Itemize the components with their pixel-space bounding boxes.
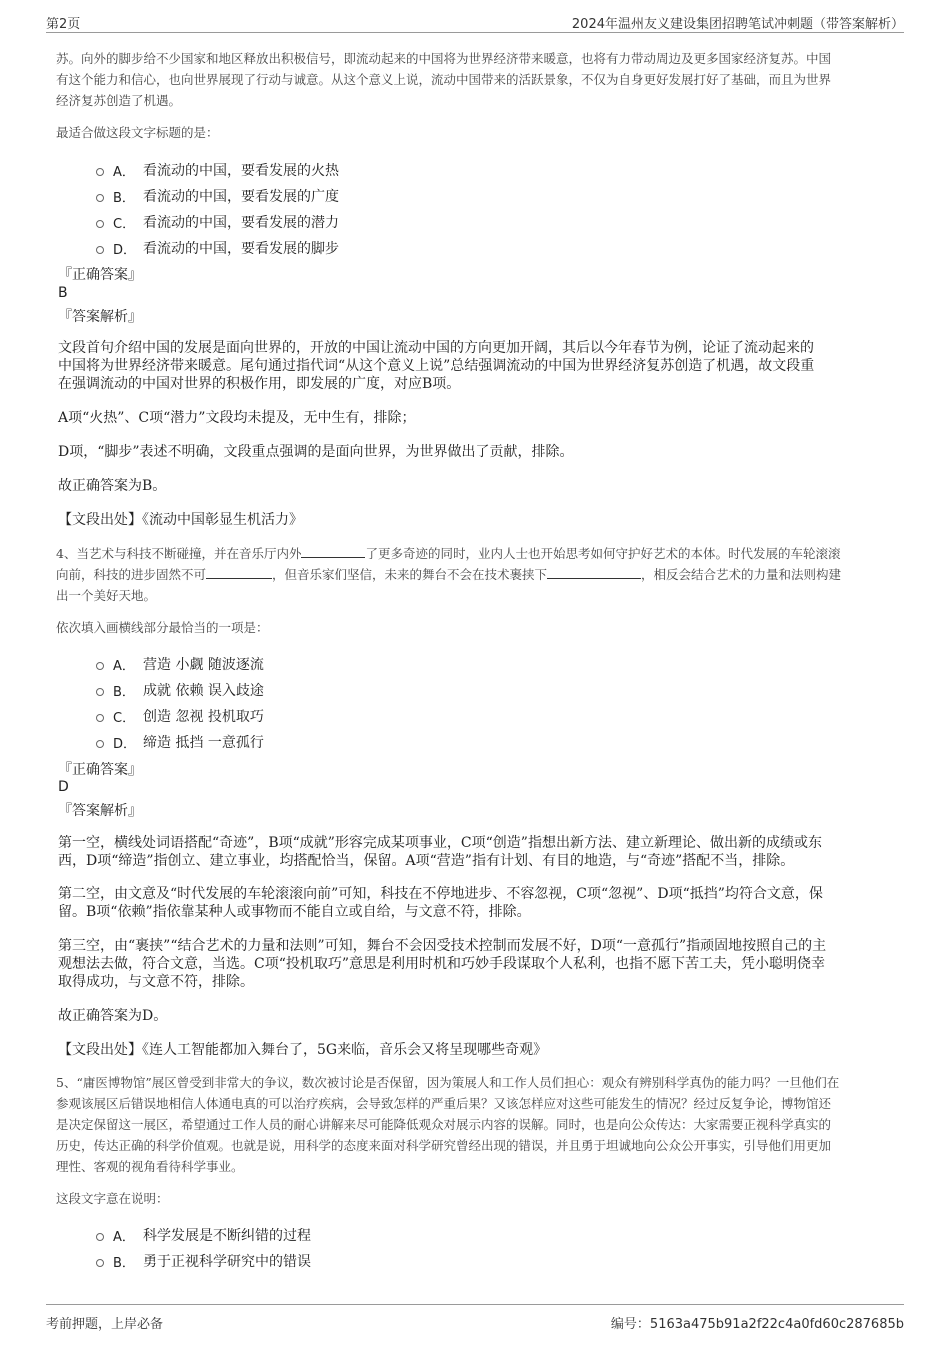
- radio-icon[interactable]: [96, 1233, 104, 1241]
- passage-text: 向前，科技的进步固然不可: [56, 567, 207, 582]
- option-text: 勇于正视科学研究中的错误: [143, 1254, 311, 1270]
- analysis-line: 故正确答案为D。: [58, 1008, 168, 1024]
- analysis-line: 故正确答案为B。: [58, 478, 167, 494]
- option-letter: B．: [113, 190, 135, 206]
- passage-line: 理性、客观的视角看待科学事业。: [56, 1159, 244, 1174]
- q3-option-a[interactable]: [96, 160, 339, 180]
- analysis-line: 中国将为世界经济带来暖意。尾句通过指代词“从这个意义上说”总结强调流动的中国为世界经济复苏创造了机遇，故文段重: [58, 358, 815, 374]
- passage-line: 历史，传达正确的科学价值观。也就是说，用科学的态度来面对科学研究曾经出现的错误，并且勇于坦诚地向公众公开事实，引导他们用更加: [56, 1138, 832, 1153]
- blank-line: [547, 566, 641, 579]
- q4-option-b[interactable]: [96, 680, 264, 700]
- analysis-line: 西，D项“缔造”指创立、建立事业，均搭配恰当，保留。A项“营造”指有计划、有目的地造，与“奇迹”搭配不当，排除。: [58, 853, 795, 869]
- blank-line: [206, 566, 272, 579]
- passage-text: ，但音乐家们坚信，未来的舞台不会在技术裹挟下: [272, 567, 548, 582]
- q5-option-a[interactable]: [96, 1225, 311, 1245]
- q3-option-d[interactable]: [96, 238, 339, 258]
- q4-analysis-paragraph: [58, 885, 893, 921]
- q3-analysis-label: 『答案解析』: [58, 309, 142, 325]
- q4-analysis-paragraph: [58, 937, 893, 991]
- radio-icon[interactable]: [96, 246, 104, 254]
- q3-option-b[interactable]: [96, 186, 339, 206]
- q3-option-c[interactable]: [96, 212, 339, 232]
- page-footer: [46, 1304, 904, 1332]
- analysis-line: D项，“脚步”表述不明确，文段重点强调的是面向世界，为世界做出了贡献，排除。: [58, 444, 574, 460]
- radio-icon[interactable]: [96, 194, 104, 202]
- passage-line: 5、“庸医博物馆”展区曾受到非常大的争议，数次被讨论是否保留，因为策展人和工作人员们担心：观众有辨别科学真伪的能力吗？一旦他们在: [56, 1075, 840, 1090]
- passage-line: 出一个美好天地。: [56, 588, 157, 603]
- q3-analysis-paragraph: [58, 339, 893, 393]
- q5-passage: [56, 1072, 896, 1177]
- option-text: 看流动的中国，要看发展的脚步: [143, 241, 339, 257]
- option-letter: A．: [113, 164, 135, 180]
- option-letter: A．: [113, 1229, 135, 1245]
- document-title: 2024年温州友义建设集团招聘笔试冲刺题（带答案解析）: [571, 17, 904, 32]
- q5-option-b[interactable]: [96, 1251, 311, 1271]
- passage-line: 有这个能力和信心，也向世界展现了行动与诚意。从这个意义上说，流动中国带来的活跃景象，不仅为自身更好发展打好了基础，而且为世界: [56, 72, 832, 87]
- q3-answer-label: 『正确答案』: [58, 267, 142, 283]
- q4-source: 【文段出处】《连人工智能都加入舞台了，5G来临，音乐会又将呈现哪些奇观》: [58, 1042, 548, 1058]
- document-id: 编号：5163a475b91a2f22c4a0fd60c287685b: [610, 1317, 904, 1332]
- option-text: 创造 忽视 投机取巧: [143, 709, 264, 725]
- q4-analysis-paragraph: [58, 1007, 893, 1025]
- option-letter: B．: [113, 684, 135, 700]
- page-header: [46, 10, 904, 33]
- q4-option-d[interactable]: [96, 732, 264, 752]
- passage-line: 经济复苏创造了机遇。: [56, 93, 182, 108]
- q3-analysis-paragraph: [58, 443, 893, 461]
- q4-answer-label: 『正确答案』: [58, 762, 142, 778]
- passage-line: [56, 543, 896, 564]
- analysis-line: 观想法去做，符合文意，当选。C项“投机取巧”意思是利用时机和巧妙手段谋取个人私利，也指不愿下苦工夫，凭小聪明侥幸: [58, 956, 826, 972]
- option-text: 营造 小觑 随波逐流: [143, 657, 264, 673]
- option-text: 缔造 抵挡 一意孤行: [143, 735, 264, 751]
- q3-source: 【文段出处】《流动中国彰显生机活力》: [58, 512, 303, 528]
- option-text: 看流动的中国，要看发展的广度: [143, 189, 339, 205]
- q3-passage: [56, 48, 896, 111]
- radio-icon[interactable]: [96, 714, 104, 722]
- q4-analysis-label: 『答案解析』: [58, 803, 142, 819]
- option-letter: C．: [113, 216, 136, 232]
- passage-text: 4、当艺术与科技不断碰撞，并在音乐厅内外: [56, 546, 302, 561]
- analysis-line: 留。B项“依赖”指依靠某种人或事物而不能自立或自给，与文意不符，排除。: [58, 904, 531, 920]
- analysis-line: 取得成功，与文意不符，排除。: [58, 974, 254, 990]
- passage-line: 参观该展区后错误地相信人体通电真的可以治疗疾病，会导致怎样的严重后果？又该怎样应对这些可能发生的情况？经过反复争论，博物馆还: [56, 1096, 832, 1111]
- radio-icon[interactable]: [96, 168, 104, 176]
- footer-slogan: 考前押题，上岸必备: [46, 1317, 164, 1332]
- option-text: 看流动的中国，要看发展的火热: [143, 163, 339, 179]
- q4-option-c[interactable]: [96, 706, 264, 726]
- q3-answer: B: [58, 285, 68, 301]
- q3-analysis-paragraph: [58, 409, 893, 427]
- analysis-line: 第二空，由文意及“时代发展的车轮滚滚向前”可知，科技在不停地进步、不容忽视，C项“忽视”、D项“抵挡”均符合文意，保: [58, 886, 823, 902]
- analysis-line: A项“火热”、C项“潜力”文段均未提及，无中生有，排除；: [58, 410, 416, 426]
- option-letter: D．: [113, 242, 137, 258]
- option-letter: C．: [113, 710, 136, 726]
- passage-text: ，相反会结合艺术的力量和法则构建: [641, 567, 842, 582]
- option-letter: D．: [113, 736, 137, 752]
- passage-line: [56, 564, 896, 585]
- q4-analysis-paragraph: [58, 834, 893, 870]
- radio-icon[interactable]: [96, 1259, 104, 1267]
- radio-icon[interactable]: [96, 662, 104, 670]
- q3-analysis-paragraph: [58, 477, 893, 495]
- radio-icon[interactable]: [96, 740, 104, 748]
- q4-option-a[interactable]: [96, 654, 264, 674]
- option-letter: B．: [113, 1255, 135, 1271]
- passage-line: 是决定保留这一展区，希望通过工作人员的耐心讲解来尽可能降低观众对展示内容的误解。同时，也是向公众传达：大家需要正视科学真实的: [56, 1117, 832, 1132]
- analysis-line: 在强调流动的中国对世界的积极作用，即发展的广度，对应B项。: [58, 376, 461, 392]
- option-text: 成就 依赖 误入歧途: [143, 683, 264, 699]
- q4-answer: D: [58, 779, 69, 795]
- radio-icon[interactable]: [96, 220, 104, 228]
- page-number: 第2页: [46, 17, 81, 32]
- q4-passage: [56, 543, 896, 606]
- analysis-line: 文段首句介绍中国的发展是面向世界的，开放的中国让流动中国的方向更加开阔，其后以今年春节为例，论证了流动起来的: [58, 340, 814, 356]
- passage-text: 了更多奇迹的同时，业内人士也开始思考如何守护好艺术的本体。时代发展的车轮滚滚: [365, 546, 841, 561]
- option-letter: A．: [113, 658, 135, 674]
- q5-prompt: 这段文字意在说明：: [56, 1191, 169, 1206]
- option-text: 看流动的中国，要看发展的潜力: [143, 215, 339, 231]
- option-text: 科学发展是不断纠错的过程: [143, 1228, 311, 1244]
- q4-prompt: 依次填入画横线部分最恰当的一项是：: [56, 620, 269, 635]
- analysis-line: 第三空，由“裹挟”“结合艺术的力量和法则”可知，舞台不会因受技术控制而发展不好，D项“一意孤行”指顽固地按照自己的主: [58, 938, 827, 954]
- passage-line: 苏。向外的脚步给不少国家和地区释放出积极信号，即流动起来的中国将为世界经济带来暖意，也将有力带动周边及更多国家经济复苏。中国: [56, 51, 832, 66]
- analysis-line: 第一空，横线处词语搭配“奇迹”，B项“成就”形容完成某项事业，C项“创造”指想出新方法、建立新理论、做出新的成绩或东: [58, 835, 822, 851]
- q3-prompt: 最适合做这段文字标题的是：: [56, 125, 219, 140]
- radio-icon[interactable]: [96, 688, 104, 696]
- blank-line: [301, 545, 365, 558]
